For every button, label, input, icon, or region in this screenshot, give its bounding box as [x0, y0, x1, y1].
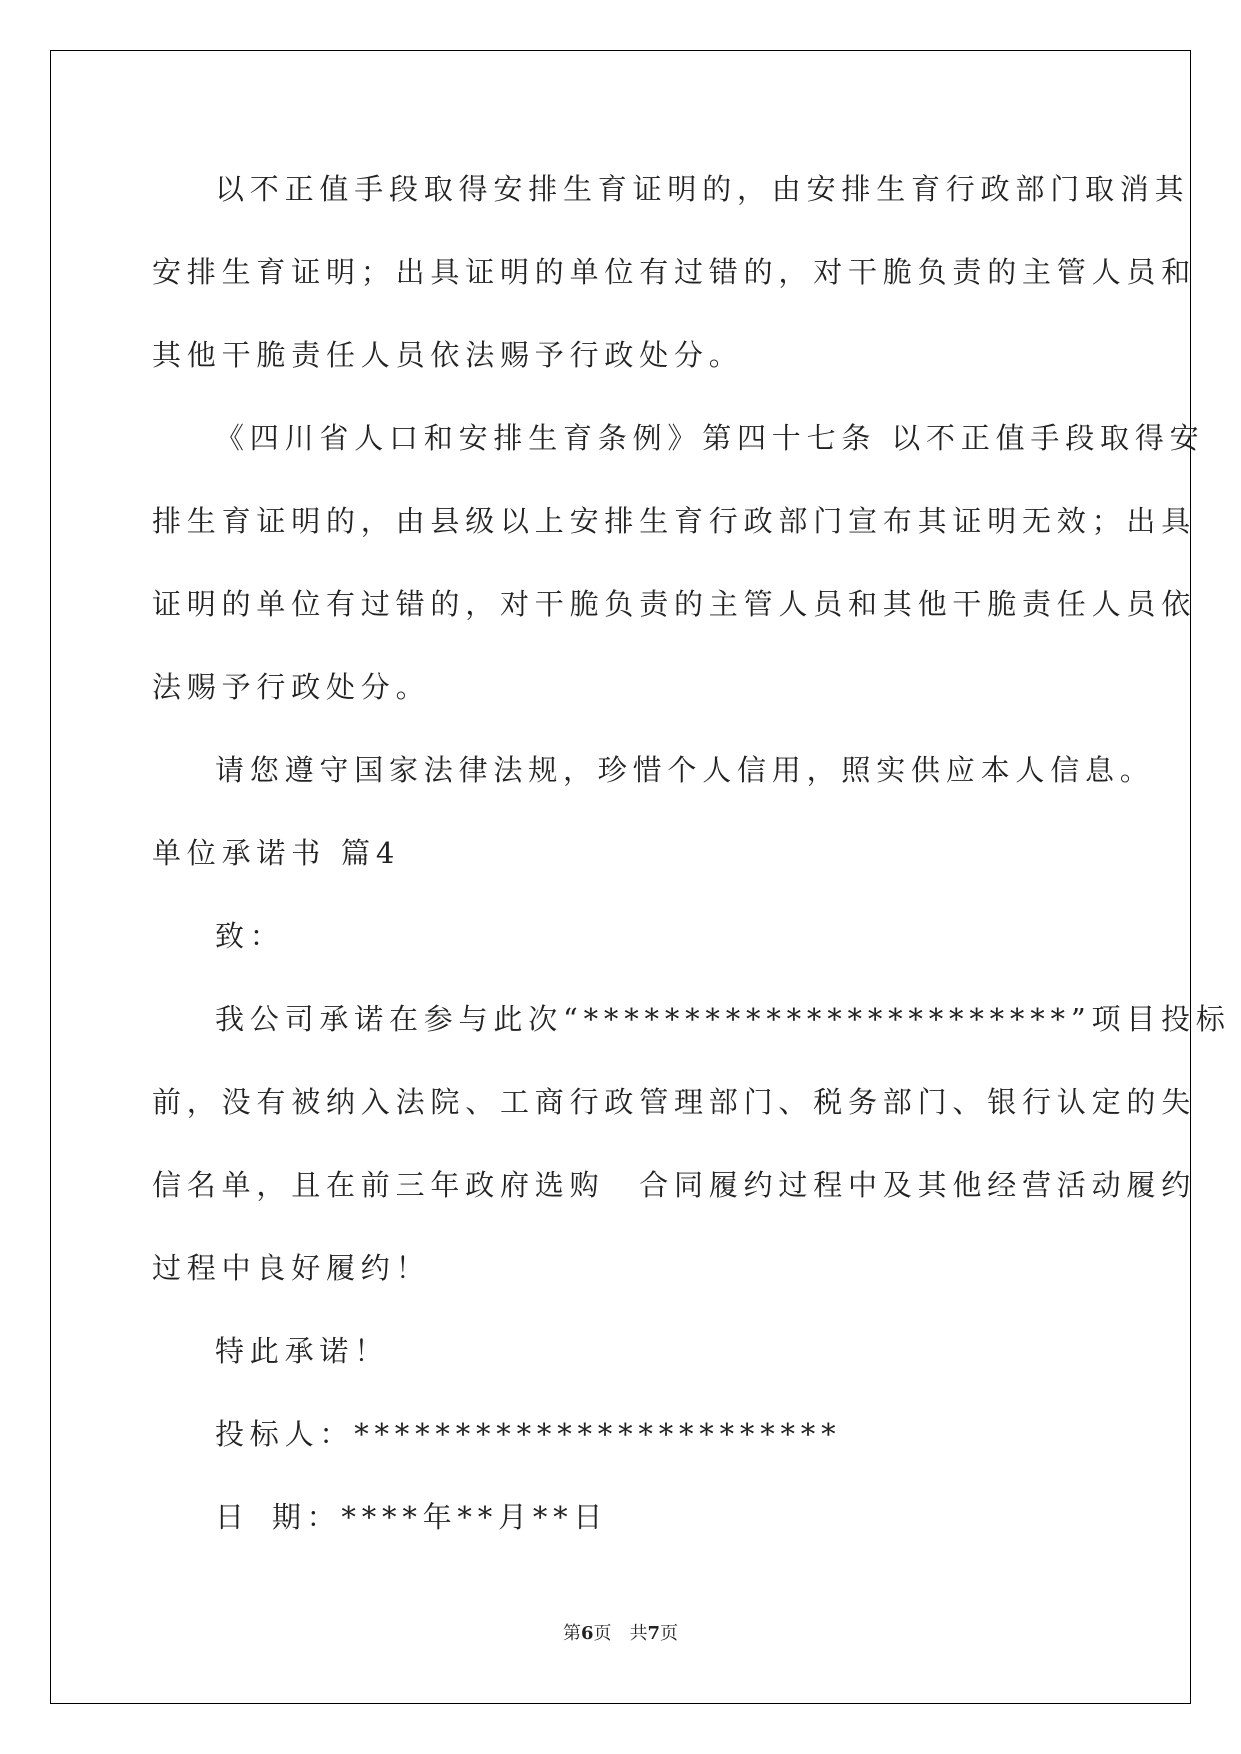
- bidder-line: 投标人：************************: [215, 1417, 842, 1451]
- footer-suffix: 页: [660, 1623, 679, 1644]
- pledge-line-4: 过程中良好履约！: [152, 1251, 431, 1285]
- date-label-char-1: 日: [215, 1500, 250, 1534]
- pledge-line-1: 我公司承诺在参与此次“************************”项目投标: [215, 1002, 1231, 1036]
- body-line-5: 排生育证明的，由县级以上安排生育行政部门宣布其证明无效；出具: [152, 504, 1197, 538]
- body-line-2: 安排生育证明；出具证明的单位有过错的，对干脆负责的主管人员和: [152, 255, 1197, 289]
- salutation: 致：: [215, 919, 285, 953]
- section-heading: 单位承诺书 篇4: [152, 836, 401, 870]
- current-page-number: 6: [580, 1623, 594, 1644]
- body-line-6: 证明的单位有过错的，对干脆负责的主管人员和其他干脆责任人员依: [152, 587, 1197, 621]
- date-label-char-2: 期：: [271, 1500, 342, 1534]
- closing-statement: 特此承诺！: [215, 1334, 390, 1368]
- page-footer: [0, 1619, 1241, 1645]
- pledge-line-2: 前，没有被纳入法院、工商行政管理部门、税务部门、银行认定的失: [152, 1085, 1197, 1119]
- reminder-line: 请您遵守国家法律法规，珍惜个人信用，照实供应本人信息。: [215, 753, 1155, 787]
- footer-middle: 页 共: [593, 1623, 648, 1644]
- footer-prefix: 第: [562, 1623, 581, 1644]
- body-line-7: 法赐予行政处分。: [152, 670, 431, 704]
- body-line-1: 以不正值手段取得安排生育证明的，由安排生育行政部门取消其: [215, 172, 1190, 206]
- date-line: [215, 1495, 608, 1539]
- date-value: ****年**月**日: [341, 1500, 609, 1534]
- regulation-citation-line: 《四川省人口和安排生育条例》第四十七条 以不正值手段取得安: [215, 421, 1205, 455]
- pledge-line-3: 信名单，且在前三年政府选购 合同履约过程中及其他经营活动履约: [152, 1168, 1197, 1202]
- body-line-3: 其他干脆责任人员依法赐予行政处分。: [152, 338, 744, 372]
- total-page-number: 7: [647, 1623, 661, 1644]
